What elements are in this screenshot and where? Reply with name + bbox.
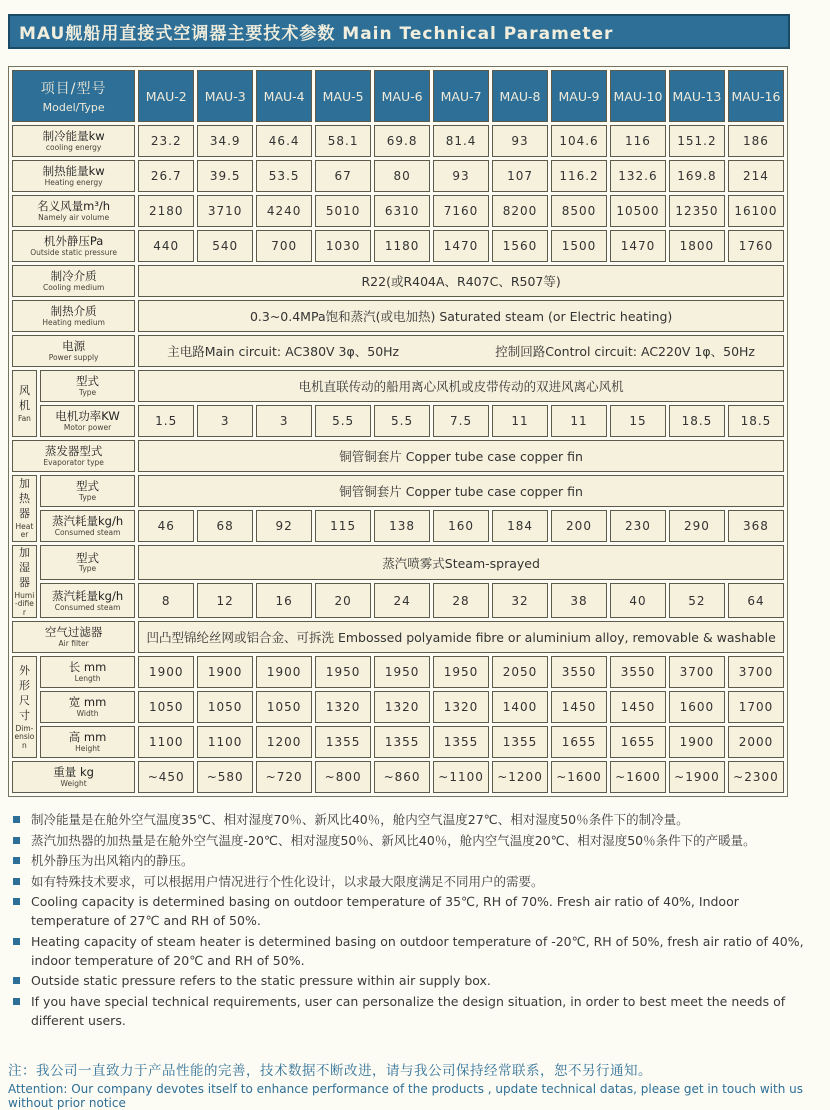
value-cell: 1400 (492, 691, 548, 723)
bottom-note (8, 1059, 816, 1110)
row-label-zh: 蒸汽耗量kg/h (51, 588, 124, 603)
value-cell: 1500 (551, 230, 607, 262)
row-label-zh: 重量 kg (53, 765, 94, 780)
value-cell: 67 (315, 160, 371, 192)
value-cell-merged: 铜管铜套片 Copper tube case copper fin (138, 440, 784, 472)
value-cell: 1050 (256, 691, 312, 723)
value-cell: 2000 (728, 726, 784, 758)
table-row (12, 545, 784, 580)
value-cell: 540 (197, 230, 253, 262)
value-cell: 7.5 (433, 405, 489, 437)
value-cell: 1.5 (138, 405, 194, 437)
section-label (12, 370, 37, 437)
value-cell: ~720 (256, 761, 312, 793)
value-cell: 151.2 (669, 125, 725, 157)
row-label-en: Type (78, 564, 97, 574)
value-cell: 3550 (610, 656, 666, 688)
value-cell: 10500 (610, 195, 666, 227)
value-cell: 116.2 (551, 160, 607, 192)
table-row (12, 440, 784, 472)
footnote-text: 如有特殊技术要求，可以根据用户情况进行个性化设计，以求最大限度满足不同用户的需要。 (31, 873, 544, 889)
value-cell: 5.5 (374, 405, 430, 437)
value-cell: 1655 (551, 726, 607, 758)
row-label-en: Type (78, 387, 97, 397)
value-cell: 132.6 (610, 160, 666, 192)
footnotes-list (8, 810, 816, 1030)
row-label-en: Length (74, 674, 101, 684)
footnote-item (8, 872, 816, 891)
model-column-header: MAU-7 (433, 70, 489, 122)
value-cell: 1600 (669, 691, 725, 723)
footnote-text: Outside static pressure refers to the static pressure within air supply box. (31, 973, 491, 989)
section-label-char: 风 (18, 383, 30, 397)
section-label-char: 机 (18, 398, 30, 412)
row-label (12, 440, 135, 472)
footnote-text: Cooling capacity is determined basing on outdoor temperature of 35℃, RH of 70%. Fresh air ratio of 40%, Indoor temperature of 27℃ and RH of 50%. (31, 893, 739, 929)
row-label (40, 656, 135, 688)
value-cell: 290 (669, 510, 725, 542)
value-cell: 40 (610, 583, 666, 618)
value-cell: 1355 (433, 726, 489, 758)
row-label-zh: 空气过滤器 (44, 625, 103, 640)
value-cell: 700 (256, 230, 312, 262)
value-cell: 46.4 (256, 125, 312, 157)
value-cell: 12 (197, 583, 253, 618)
bullet-icon (13, 898, 20, 905)
value-cell: ~2300 (728, 761, 784, 793)
value-cell: 3 (256, 405, 312, 437)
model-column-header: MAU-9 (551, 70, 607, 122)
value-cell: 3700 (669, 656, 725, 688)
section-label-en: Dim-ension (14, 723, 35, 750)
model-column-header: MAU-6 (374, 70, 430, 122)
value-cell: 1100 (138, 726, 194, 758)
row-label (12, 195, 135, 227)
row-label-en: Air filter (58, 639, 89, 649)
row-label-en: Namely air volume (38, 212, 110, 222)
row-label-zh: 名义风量m³/h (37, 198, 111, 213)
row-label-en: Type (78, 492, 97, 502)
footnote-item (8, 810, 816, 829)
value-cell: 93 (492, 125, 548, 157)
value-cell: 80 (374, 160, 430, 192)
row-label (12, 265, 135, 297)
section-label-char: 器 (18, 506, 30, 520)
row-label-zh: 宽 mm (68, 695, 107, 710)
value-cell: 1200 (256, 726, 312, 758)
value-cell: 1100 (197, 726, 253, 758)
section-label-char: 热 (18, 491, 30, 505)
table-row (12, 726, 784, 758)
bullet-icon (13, 998, 20, 1005)
value-cell: 116 (610, 125, 666, 157)
value-cell-merged: 凹凸型锦纶丝网或铝合金、可拆洗 Embossed polyamide fibre or aluminium alloy, removable & washable (138, 621, 784, 653)
section-label (12, 656, 37, 758)
row-label (40, 726, 135, 758)
value-cell: 5010 (315, 195, 371, 227)
row-label-zh: 型式 (76, 478, 100, 493)
table-row (12, 691, 784, 723)
model-column-header: MAU-3 (197, 70, 253, 122)
value-cell: ~450 (138, 761, 194, 793)
value-cell: 1450 (551, 691, 607, 723)
value-cell: 3700 (728, 656, 784, 688)
row-label-en: cooling energy (45, 142, 102, 152)
section-label-char: 寸 (18, 708, 30, 722)
row-label (40, 405, 135, 437)
value-cell: 46 (138, 510, 194, 542)
table-row (12, 583, 784, 618)
section-label-char: 形 (18, 679, 30, 693)
value-cell: 28 (433, 583, 489, 618)
footnote-item (8, 892, 816, 931)
row-label-en: Consumed steam (54, 527, 121, 537)
table-row (12, 510, 784, 542)
value-cell: 34.9 (197, 125, 253, 157)
bullet-icon (13, 938, 20, 945)
value-cell-merged: 0.3~0.4MPa饱和蒸汽(或电加热) Saturated steam (or Electric heating) (138, 300, 784, 332)
table-row (12, 125, 784, 157)
value-cell: 12350 (669, 195, 725, 227)
value-cell: 3710 (197, 195, 253, 227)
value-cell: 1700 (728, 691, 784, 723)
row-label-en: Weight (60, 779, 87, 789)
row-label-zh: 电源 (62, 338, 86, 353)
value-cell: 15 (610, 405, 666, 437)
model-column-header: MAU-8 (492, 70, 548, 122)
row-label-zh: 制热介质 (50, 303, 97, 318)
footnote-text: 蒸汽加热器的加热量是在舱外空气温度-20℃、相对湿度50％、新风比40％，舱内空气温度20℃、相对湿度50％条件下的产暖量。 (31, 832, 756, 848)
value-cell: 1355 (374, 726, 430, 758)
value-cell: 8200 (492, 195, 548, 227)
value-cell: 23.2 (138, 125, 194, 157)
value-cell: 200 (551, 510, 607, 542)
value-cell: 38 (551, 583, 607, 618)
value-cell: 52 (669, 583, 725, 618)
model-column-header: MAU-13 (669, 70, 725, 122)
value-cell: 32 (492, 583, 548, 618)
value-cell: 93 (433, 160, 489, 192)
corner-label-zh: 项目/型号 (40, 81, 107, 97)
footnote-item (8, 851, 816, 870)
row-label (12, 230, 135, 262)
bullet-icon (13, 837, 20, 844)
value-cell: 26.7 (138, 160, 194, 192)
value-cell: ~1600 (610, 761, 666, 793)
row-label-zh: 高 mm (68, 730, 107, 745)
value-cell: 11 (551, 405, 607, 437)
row-label-zh: 制冷能量kw (42, 128, 105, 143)
value-cell: 1450 (610, 691, 666, 723)
value-cell: 230 (610, 510, 666, 542)
value-cell: 16100 (728, 195, 784, 227)
value-cell: 7160 (433, 195, 489, 227)
row-label (40, 510, 135, 542)
value-cell: 5.5 (315, 405, 371, 437)
value-cell: 1050 (138, 691, 194, 723)
value-cell: 1320 (374, 691, 430, 723)
value-cell: 1900 (197, 656, 253, 688)
value-cell: 64 (728, 583, 784, 618)
row-label (12, 160, 135, 192)
value-cell: 4240 (256, 195, 312, 227)
value-cell: 18.5 (669, 405, 725, 437)
row-label-zh: 机外静压Pa (43, 233, 104, 248)
footnote-item (8, 932, 816, 971)
footnote-text: If you have special technical requirements, user can personalize the design situation, in order to best meet the needs of different users. (31, 993, 786, 1029)
value-cell: 1800 (669, 230, 725, 262)
row-label (40, 475, 135, 507)
value-cell: 368 (728, 510, 784, 542)
row-label (40, 691, 135, 723)
table-header-row (12, 70, 784, 122)
row-label-en: Height (75, 744, 100, 754)
value-cell: 1560 (492, 230, 548, 262)
value-cell: ~580 (197, 761, 253, 793)
value-cell: 8 (138, 583, 194, 618)
row-label (40, 545, 135, 580)
row-label (12, 300, 135, 332)
value-cell: 1320 (433, 691, 489, 723)
table-row (12, 656, 784, 688)
table-row (12, 761, 784, 793)
value-cell: 169.8 (669, 160, 725, 192)
table-row (12, 335, 784, 367)
value-part: 控制回路Control circuit: AC220V 1φ、50Hz (495, 344, 755, 359)
value-cell: 24 (374, 583, 430, 618)
value-cell: 39.5 (197, 160, 253, 192)
corner-label-en: Model/Type (42, 101, 105, 114)
value-cell: 6310 (374, 195, 430, 227)
value-cell: 69.8 (374, 125, 430, 157)
value-cell: 1470 (610, 230, 666, 262)
value-cell-merged: 铜管铜套片 Copper tube case copper fin (138, 475, 784, 507)
table-row (12, 405, 784, 437)
row-label-zh: 蒸汽耗量kg/h (51, 513, 124, 528)
footnote-text: Heating capacity of steam heater is determined basing on outdoor temperature of -20℃, RH of 50%, fresh air ratio of 40%, indoor temperature of 20℃ and RH of 50%. (31, 933, 804, 969)
value-cell: 184 (492, 510, 548, 542)
table-corner-header (12, 70, 135, 122)
row-label (40, 583, 135, 618)
table-row (12, 370, 784, 402)
row-label (12, 621, 135, 653)
row-label-en: Consumed steam (54, 602, 121, 612)
value-cell: ~1100 (433, 761, 489, 793)
value-cell: 138 (374, 510, 430, 542)
bottom-note-en: Attention: Our company devotes itself to enhance performance of the products , update technical datas, please get in touch with us without prior notice (8, 1081, 803, 1110)
value-cell: 160 (433, 510, 489, 542)
value-cell: 1470 (433, 230, 489, 262)
section-label-char: 加 (18, 477, 30, 491)
value-cell: 1950 (315, 656, 371, 688)
table-row (12, 160, 784, 192)
value-cell: 1320 (315, 691, 371, 723)
value-cell-merged: R22(或R404A、R407C、R507等) (138, 265, 784, 297)
value-cell: ~1200 (492, 761, 548, 793)
value-cell: 1355 (315, 726, 371, 758)
section-label-char: 加 (18, 546, 30, 559)
bottom-note-zh: 注：我公司一直致力于产品性能的完善，技术数据不断改进，请与我公司保持经常联系，恕不另行通知。 (8, 1062, 652, 1079)
model-column-header: MAU-10 (610, 70, 666, 122)
value-cell: 2050 (492, 656, 548, 688)
value-cell-merged (138, 335, 784, 367)
value-cell: ~1900 (669, 761, 725, 793)
bullet-icon (13, 816, 20, 823)
value-cell: 92 (256, 510, 312, 542)
spec-table-head (12, 70, 784, 122)
value-cell-merged: 电机直联传动的船用离心风机或皮带传动的双进风离心风机 (138, 370, 784, 402)
value-cell: 1900 (138, 656, 194, 688)
footnote-text: 机外静压为出风箱内的静压。 (31, 853, 194, 869)
row-label-en: Cooling medium (42, 282, 105, 292)
row-label-en: Motor power (63, 422, 112, 432)
section-label (12, 545, 37, 618)
value-cell: 58.1 (315, 125, 371, 157)
value-cell: 53.5 (256, 160, 312, 192)
footnote-text: 制冷能量是在舱外空气温度35℃、相对湿度70％、新风比40％，舱内空气温度27℃、相对湿度50％条件下的制冷量。 (31, 812, 689, 828)
section-label-en: Fan (17, 413, 31, 423)
value-cell: ~860 (374, 761, 430, 793)
value-cell: ~800 (315, 761, 371, 793)
value-cell: 3550 (551, 656, 607, 688)
value-cell: 214 (728, 160, 784, 192)
value-cell: 1050 (197, 691, 253, 723)
value-cell: 16 (256, 583, 312, 618)
table-row (12, 195, 784, 227)
spec-table (8, 66, 788, 797)
bullet-icon (13, 977, 20, 984)
value-cell: 68 (197, 510, 253, 542)
table-row (12, 475, 784, 507)
value-cell: 107 (492, 160, 548, 192)
value-cell: 1180 (374, 230, 430, 262)
value-cell: 1355 (492, 726, 548, 758)
section-label-char: 湿 (18, 560, 30, 574)
row-label-en: Heating energy (44, 177, 103, 187)
value-cell: 104.6 (551, 125, 607, 157)
row-label-zh: 型式 (76, 373, 100, 388)
row-label (12, 335, 135, 367)
value-cell: 1950 (374, 656, 430, 688)
value-cell: 1030 (315, 230, 371, 262)
table-row (12, 230, 784, 262)
value-cell: ~1600 (551, 761, 607, 793)
row-label-zh: 电机功率KW (55, 408, 120, 423)
value-cell: 115 (315, 510, 371, 542)
value-cell: 1900 (256, 656, 312, 688)
row-label-zh: 制热能量kw (42, 163, 105, 178)
model-column-header: MAU-16 (728, 70, 784, 122)
footnote-item (8, 831, 816, 850)
footnote-item (8, 992, 816, 1031)
section-label-char: 外 (18, 664, 30, 678)
table-row (12, 265, 784, 297)
section-label-char: 器 (18, 575, 30, 589)
bullet-icon (13, 878, 20, 885)
table-row (12, 300, 784, 332)
bullet-icon (13, 857, 20, 864)
section-label-char: 尺 (18, 693, 30, 707)
row-label (40, 370, 135, 402)
row-label-zh: 长 mm (68, 660, 107, 675)
row-label-en: Evaporator type (43, 457, 104, 467)
value-cell: 11 (492, 405, 548, 437)
row-label-zh: 型式 (76, 550, 100, 565)
row-label (12, 125, 135, 157)
row-label (12, 761, 135, 793)
model-column-header: MAU-5 (315, 70, 371, 122)
value-cell: 2180 (138, 195, 194, 227)
row-label-en: Power supply (48, 352, 99, 362)
value-cell: 18.5 (728, 405, 784, 437)
value-cell: 3 (197, 405, 253, 437)
model-column-header: MAU-4 (256, 70, 312, 122)
value-part: 主电路Main circuit: AC380V 3φ、50Hz (167, 344, 400, 359)
row-label-en: Outside static pressure (30, 247, 117, 257)
section-label-en: Humi-difier (14, 590, 35, 617)
value-cell: 1950 (433, 656, 489, 688)
row-label-en: Heating medium (42, 317, 105, 327)
value-cell: 20 (315, 583, 371, 618)
value-cell-merged: 蒸汽喷雾式Steam-sprayed (138, 545, 784, 580)
section-label-en: Heater (15, 521, 34, 540)
value-parts (167, 342, 755, 360)
row-label-en: Width (76, 709, 99, 719)
row-label-zh: 制冷介质 (50, 268, 97, 283)
table-row (12, 621, 784, 653)
row-label-zh: 蒸发器型式 (44, 443, 103, 458)
value-cell: 1655 (610, 726, 666, 758)
footnote-item (8, 971, 816, 990)
value-cell: 186 (728, 125, 784, 157)
value-cell: 440 (138, 230, 194, 262)
model-column-header: MAU-2 (138, 70, 194, 122)
page-title: MAU舰船用直接式空调器主要技术参数 Main Technical Parameter (8, 14, 790, 49)
section-label (12, 475, 37, 542)
spec-table-body (12, 125, 784, 793)
value-cell: 1760 (728, 230, 784, 262)
value-cell: 8500 (551, 195, 607, 227)
value-cell: 1900 (669, 726, 725, 758)
value-cell: 81.4 (433, 125, 489, 157)
